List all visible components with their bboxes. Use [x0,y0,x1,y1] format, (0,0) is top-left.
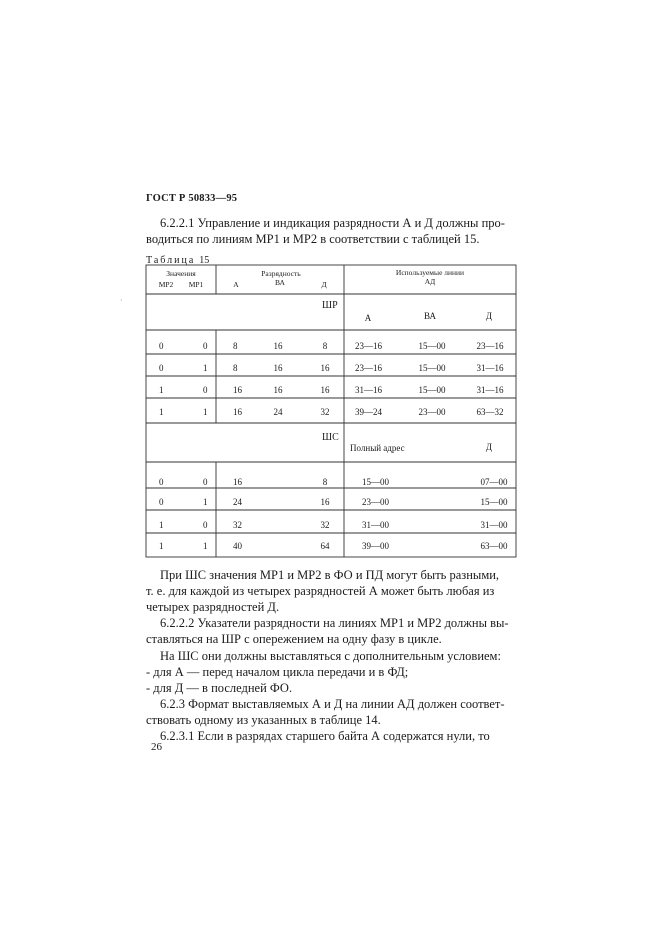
body-line-3: четырех разрядностей Д. [146,600,280,614]
shr-cell: 16 [273,385,283,395]
page-number: 26 [151,741,162,753]
shr-cell: 15—00 [418,363,446,373]
shr-col-d: Д [485,311,493,321]
body-line-8: - для Д — в последней ФО. [146,681,293,695]
shr-col-va: ВА [424,311,436,321]
header-lines: Используемые линии [395,268,465,277]
shr-cell: 8 [233,363,238,373]
shr-cell: 1 [159,385,164,395]
shr-cell: 31—16 [476,385,504,395]
shs-cell: 15—00 [480,497,508,507]
body-line-10: ствовать одному из указанных в таблице 14. [146,713,381,727]
section-shs-label: ШС [322,432,339,443]
shs-cell: 23—00 [362,497,389,507]
shr-cell: 16 [273,341,283,351]
section-shr-label: ШР [322,300,338,311]
document-header: ГОСТ Р 50833—95 [146,193,238,204]
body-line-4: 6.2.2.2 Указатели разрядности на линиях МР1 и МР2 должны вы- [160,616,509,630]
shs-cell: 0 [159,497,164,507]
shr-cell: 15—00 [418,385,446,395]
shr-cell: 0 [159,363,164,373]
shr-cell: 31—16 [355,385,382,395]
table-caption-number: 15 [199,255,210,266]
body-line-1: При ШС значения МР1 и МР2 в ФО и ПД могут быть разными, [160,568,500,582]
shs-cell: 24 [233,497,242,507]
intro-line-1: 6.2.2.1 Управление и индикация разрядности А и Д должны про- [160,216,505,230]
shr-cell: 16 [273,363,283,373]
shr-cell: 16 [320,385,330,395]
shr-cell: 23—16 [355,363,382,373]
shs-cell: 1 [203,497,208,507]
shr-cell: 1 [203,407,208,417]
shs-cell: 63—00 [480,541,508,551]
shr-cell: 16 [320,363,330,373]
shs-cell: 16 [233,477,242,487]
body-line-6: На ШС они должны выставляться с дополнительным условием: [160,649,501,663]
body-line-9: 6.2.3 Формат выставляемых А и Д на линии АД должен соответ- [160,697,505,711]
intro-line-2: водиться по линиям МР1 и МР2 в соответствии с таблицей 15. [146,232,480,246]
header-d: Д [321,280,327,289]
header-ad: АД [424,277,436,286]
shs-cell: 64 [320,541,330,551]
shs-cell: 1 [159,541,164,551]
header-width: Разрядность [261,269,301,278]
shr-cell: 8 [233,341,238,351]
shs-cell: 32 [320,520,330,530]
shr-cell: 16 [233,385,242,395]
shs-cell: 0 [203,520,208,530]
shs-col-d: Д [485,442,493,452]
shr-cell: 15—00 [418,341,446,351]
body-line-2: т. е. для каждой из четырех разрядностей А может быть любая из [146,584,495,598]
shs-cell: 32 [233,520,242,530]
shs-cell: 07—00 [480,477,508,487]
shr-cell: 8 [322,341,328,351]
shs-cell: 0 [159,477,164,487]
shr-cell: 23—16 [476,341,504,351]
header-values: Значения [166,269,196,278]
body-line-7: - для А — перед началом цикла передачи и в ФД; [146,665,409,679]
shr-cell: 23—00 [418,407,446,417]
shr-cell: 0 [203,341,208,351]
margin-mark: · [120,296,123,305]
shr-cell: 16 [233,407,242,417]
header-va: ВА [275,278,285,287]
shs-cell: 15—00 [362,477,389,487]
shr-cell: 63—32 [476,407,504,417]
header-mp1: МР1 [188,280,204,289]
shr-cell: 23—16 [355,341,382,351]
shr-cell: 0 [203,385,208,395]
shs-cell: 40 [233,541,242,551]
shr-cell: 24 [273,407,283,417]
header-mp2: МР2 [158,280,174,289]
shr-cell: 31—16 [476,363,504,373]
shs-cell: 8 [322,477,328,487]
shr-col-a: А [364,313,372,323]
shr-cell: 1 [159,407,164,417]
body-line-5: ставляться на ШР с опережением на одну фазу в цикле. [146,632,442,646]
shs-cell: 16 [320,497,330,507]
shs-cell: 1 [159,520,164,530]
shs-cell: 39—00 [362,541,389,551]
table-caption-word: Таблица [146,255,196,266]
shs-cell: 0 [203,477,208,487]
shs-cell: 31—00 [480,520,508,530]
shr-cell: 0 [159,341,164,351]
body-line-11: 6.2.3.1 Если в разрядах старшего байта А содержатся нули, то [160,729,490,743]
shs-cell: 31—00 [362,520,389,530]
shr-cell: 1 [203,363,208,373]
shs-cell: 1 [203,541,208,551]
header-a: А [233,280,239,289]
shr-cell: 39—24 [355,407,382,417]
shr-cell: 32 [320,407,330,417]
shs-col-full-address: Полный адрес [350,443,405,453]
